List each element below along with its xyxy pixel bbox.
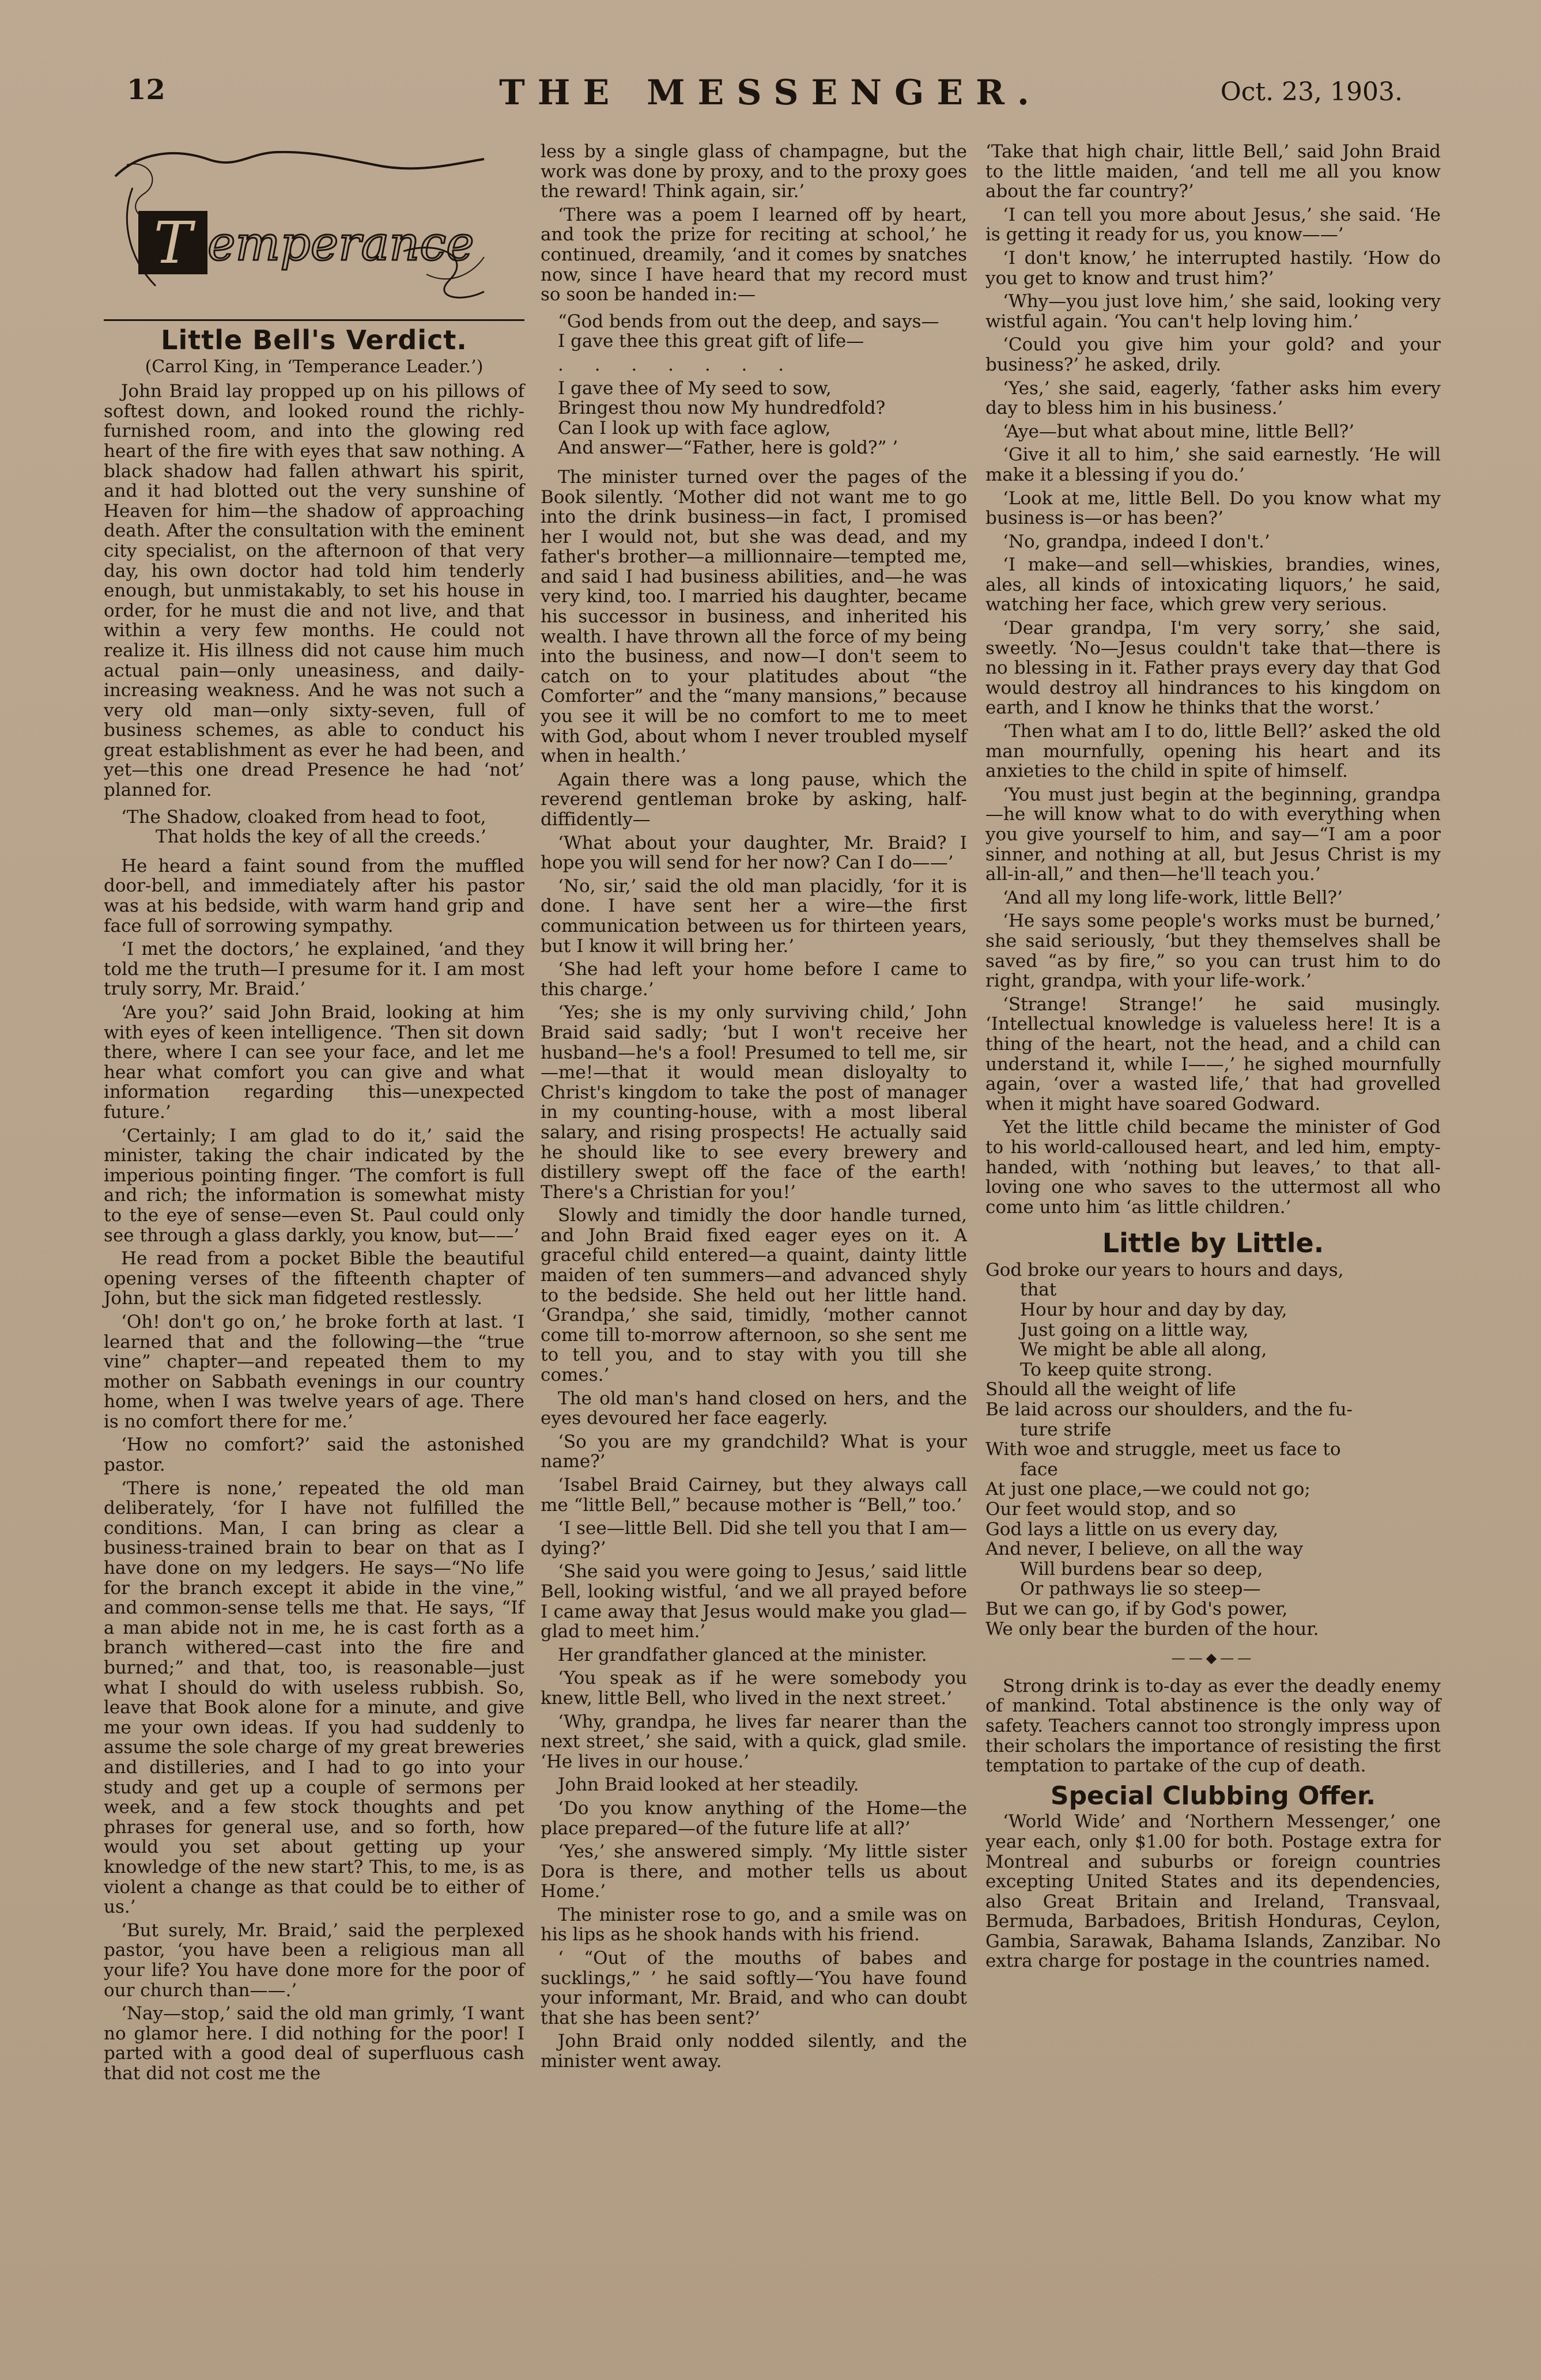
article-paragraph: ‘He says some people's works must be burned,’ she said seriously, ‘but they themselves shall be saved “as by fire,” so you can trust him to do right, grandpa, with your life-work.’ [985,911,1441,992]
poem-line: that [1020,1279,1057,1301]
quote-line: ‘The Shadow, cloaked from head to foot, [121,806,486,828]
article-paragraph: ‘Dear grandpa, I'm very sorry,’ she said, sweetly. ‘No—Jesus couldn't take that—there is no blessing in it. Father prays every day that God would destroy all hindrances to his kingdom on earth, and I know he thinks that the worst.’ [985,618,1441,719]
poem-line: But we can go, if by God's power, [985,1598,1288,1619]
article-paragraph: ‘Yes; she is my only surviving child,’ John Braid said sadly; ‘but I won't receive her husband—he's a fool! Presumed to tell me, sir—me!—that it would mean disloyalty to Christ's kingdom to take the post of manager in my counting-house, with a most liberal salary, and rising prospects! He actually said he should like to see every brewery and distillery swept off the face of the earth! There's a Christian for you!’ [541,1002,967,1203]
article-byline: (Carrol King, in ‘Temperance Leader.’) [145,356,484,377]
article-paragraph: He read from a pocket Bible the beautiful opening verses of the fifteenth chapter of John, but the sick man fidgeted restlessly. [104,1248,524,1309]
article-paragraph: ‘Strange! Strange!’ he said musingly. ‘Intellectual knowledge is valueless here! It is a thing of the heart, not the head, and a child can understand it, while I——,’ he sighed mournfully again, ‘over a wasted life,’ that had grovelled when it might have soared Godward. [985,993,1441,1115]
poem-line: I gave thee this great gift of life— [558,331,864,352]
article-paragraph: ‘Yes,’ she said, eagerly, ‘father asks him every day to bless him in his business.’ [985,377,1441,419]
poem-line: Will burdens bear so deep, [1020,1558,1263,1580]
section-rule [104,319,524,321]
poem-line: Or pathways lie so steep— [1020,1578,1261,1600]
temperance-ornament [104,142,524,315]
quote-line: That holds the key of all the creeds.’ [156,826,486,848]
poem-line: God broke our years to hours and days, [985,1259,1344,1280]
masthead: THE MESSENGER. [499,73,1042,113]
article-paragraph: The old man's hand closed on hers, and the eyes devoured her face eagerly. [541,1388,967,1429]
department-heading [104,142,524,315]
article-paragraph: ‘How no comfort?’ said the astonished pastor. [104,1434,524,1476]
poem-line: At just one place,—we could not go; [985,1479,1310,1500]
article-paragraph: ‘Certainly; I am glad to do it,’ said the minister, taking the chair indicated by the imperious pointing finger. ‘The comfort is full and rich; the information is somewhat misty to the eye of sense—even St. Paul could only see through a glass darkly, you know, but——’ [104,1125,524,1246]
article-paragraph: ‘Look at me, little Bell. Do you know what my business is—or has been?’ [985,488,1441,529]
col1-quote [121,807,524,847]
col1-body-b [104,856,524,2084]
article-title: Little Bell's Verdict. [161,324,467,356]
poem-line: Can I look up with face aglow, [558,417,831,439]
article-paragraph: He heard a faint sound from the muffled door-bell, and immediately after his pastor was at his bedside, with warm hand grip and face full of sorrowing sympathy. [104,855,524,936]
poem-ellipsis: . . . . . . . [558,354,797,375]
offer-text: ‘World Wide’ and ‘Northern Messenger,’ one year each, only $1.00 for both. Postage extra for Montreal and suburbs or foreign countries excepting United States and its dependencies, also Great Britain and Ireland, Transvaal, Bermuda, Barbadoes, British Honduras, Ceylon, Gambia, Sarawak, Bahama Islands, Zanzibar. No extra charge for postage in the countries named. [985,1811,1441,1972]
article-paragraph: ‘She had left your home before I came to this charge.’ [541,959,967,1000]
article-paragraph: John Braid lay propped up on his pillows of softest down, and looked round the richly-furnished room, and into the glowing red heart of the fire with eyes that saw nothing. A black shadow had fallen athwart his spirit, and it had blotted out the very sunshine of Heaven for him—the shadow of approaching death. After the consultation with the eminent city specialist, on the afternoon of that very day, his own doctor had told him tenderly enough, but unmistakably, to set his house in order, for he must die and not live, and that within a very few months. He could not realize it. His illness did not cause him much actual pain—only uneasiness, and daily-increasing weakness. And he was not such a very old man—only sixty-seven, full of business schemes, as able to conduct his great establishment as ever he had been, and yet—this one dread Presence he had ‘not’ planned for. [104,381,524,801]
article-paragraph: ‘Then what am I to do, little Bell?’ asked the old man mournfully, opening his heart and its anxieties to the child in spite of himself. [985,721,1441,782]
article-paragraph: ‘What about your daughter, Mr. Braid? I hope you will send for her now? Can I do——’ [541,832,967,874]
article-paragraph: ‘You speak as if he were somebody you knew, little Bell, who lived in the next street.’ [541,1668,967,1709]
temperance-notice: Strong drink is to-day as ever the deadly enemy of mankind. Total abstinence is the only way of safety. Teachers cannot too strongly impress upon their scholars the importance of resisting the first temptation to partake of the cup of death. [985,1675,1441,1777]
article-paragraph: ‘She said you were going to Jesus,’ said little Bell, looking wistful, ‘and we all prayed before I came away that Jesus would make you glad—glad to meet him.’ [541,1561,967,1642]
poem-title: Little by Little. [1102,1227,1324,1259]
article-paragraph: ‘And all my long life-work, little Bell?’ [1003,887,1343,908]
article-paragraph: Slowly and timidly the door handle turned, and John Braid fixed eager eyes on it. A graceful child entered—a quaint, dainty little maiden of ten summers—and advanced shyly to the bedside. She held out her little hand. ‘Grandpa,’ she said, timidly, ‘mother cannot come till to-morrow afternoon, so she sent me to tell you, and to stay with you till she comes.’ [541,1205,967,1386]
poem-line: Our feet would stop, and so [985,1499,1236,1520]
poem-line: We might be able all along, [1020,1339,1267,1361]
poem-line: Should all the weight of life [985,1379,1236,1400]
page-header [0,74,1541,120]
article-paragraph: ‘I don't know,’ he interrupted hastily. ‘How do you get to know and trust him?’ [985,247,1441,289]
issue-date: Oct. 23, 1903. [1220,77,1403,107]
article-paragraph: ‘There is none,’ repeated the old man deliberately, ‘for I have not fulfilled the conditions. Man, I can bring as clear a business-trained brain to bear on that as I have done on my ledgers. He says—“No life for the branch except it abide in the vine,” and common-sense tells me that. He says, “If a man abide not in me, he is cast forth as a branch withered—cast into the fire and burned;” and that, too, is reasonable—just what I should do with useless rubbish. So, leave that Book alone for a minute, and give me your own ideas. If you had suddenly to assume the sole charge of my great breweries and distilleries, and I had to go into your study and get up a couple of sermons per week, and a few stock thoughts and pet phrases for general use, and so forth, how would you set about getting up your knowledge of the new start? This, to me, is as violent a change as that could be to either of us.’ [104,1478,524,1918]
article-paragraph: Yet the little child became the minister of God to his world-calloused heart, and led him, empty-handed, with ‘nothing but leaves,’ to that all-loving one who saves to the uttermost all who come unto him ‘as little children.’ [985,1117,1441,1218]
article-paragraph: ‘I can tell you more about Jesus,’ she said. ‘He is getting it ready for us, you know——’ [985,204,1441,245]
article-paragraph: ‘You must just begin at the beginning, grandpa—he will know what to do with everything when you give yourself to him, and say—“I am a poor sinner, and nothing at all, but Jesus Christ is my all-in-all,” and then—he'll teach you.’ [985,784,1441,885]
article-paragraph: Her grandfather glanced at the minister. [558,1644,927,1665]
article-paragraph: ‘Could you give him your gold? and your business?’ he asked, drily. [985,334,1441,375]
article-paragraph: ‘Take that high chair, little Bell,’ said John Braid to the little maiden, ‘and tell me all you know about the far country?’ [985,141,1441,202]
article-paragraph: ‘I met the doctors,’ he explained, ‘and they told me the truth—I presume for it. I am most truly sorry, Mr. Braid.’ [104,939,524,1000]
poem-line: Just going on a little way, [1020,1319,1249,1340]
article-paragraph: ‘No, grandpa, indeed I don't.’ [1003,531,1270,552]
article-paragraph: ‘I see—little Bell. Did she tell you that I am—dying?’ [541,1518,967,1559]
poem-line: “God bends from out the deep, and says— [558,311,939,332]
article-paragraph: ‘No, sir,’ said the old man placidly, ‘for it is done. I have sent her a wire—the first communication between us for thirteen years, but I know it will bring her.’ [541,875,967,957]
column-2 [541,142,967,2075]
column-3 [985,142,1441,1975]
poem-line: With woe and struggle, meet us face to [985,1439,1341,1460]
poem-line: Bringest thou now My hundredfold? [558,398,886,419]
poem-line: I gave thee of My seed to sow, [558,377,832,399]
col1-body-a [104,381,524,800]
article-paragraph: ‘Give it all to him,’ she said earnestly. ‘He will make it a blessing if you do.’ [985,444,1441,485]
article-paragraph: The minister rose to go, and a smile was on his lips as he shook hands with his friend. [541,1904,967,1945]
article-paragraph: ‘Yes,’ she answered simply. ‘My little sister Dora is there, and mother tells us about Home.’ [541,1841,967,1902]
poem-line: God lays a little on us every day, [985,1518,1279,1540]
col2-poem [558,312,967,458]
poem-line: To keep quite strong. [1020,1359,1213,1380]
article-paragraph: ‘Nay—stop,’ said the old man grimly, ‘I want no glamor here. I did nothing for the poor! I parted with a good deal of superfluous cash that did not cost me the [104,2003,524,2084]
article-paragraph: less by a single glass of champagne, but the work was done by proxy, and to the proxy goes the reward! Think again, sir.’ [541,141,967,202]
article-paragraph: ‘There was a poem I learned off by heart, and took the prize for reciting at school,’ he continued, dreamily, ‘and it comes by snatches now, since I have heard that my record must so soon be handed in:— [541,204,967,305]
article-paragraph: ‘Why, grandpa, he lives far nearer than the next street,’ she said, with a quick, glad smile. ‘He lives in our house.’ [541,1711,967,1772]
poem-line: Hour by hour and day by day, [1020,1299,1287,1321]
article-paragraph: ‘Aye—but what about mine, little Bell?’ [1003,421,1355,442]
section-divider: ——◆—— [1171,1650,1255,1667]
article-paragraph: ‘Are you?’ said John Braid, looking at him with eyes of keen intelligence. ‘Then sit down there, where I can see your face, and let me hear what comfort you can give and what information regarding this—unexpected future.’ [104,1002,524,1123]
article-paragraph: ‘ “Out of the mouths of babes and sucklings,” ’ he said softly—‘You have found your informant, Mr. Braid, and who can doubt that she has been sent?’ [541,1948,967,2028]
poem-line: ture strife [1020,1419,1112,1440]
poem-line: face [1020,1459,1058,1480]
article-paragraph: The minister turned over the pages of the Book silently. ‘Mother did not want me to go into the drink business—in fact, I promised her I would not, but she was dead, and my father's brother—a millionnaire—tempted me, and said I had business abilities, and—he was very kind, too. I married his daughter, became his successor in business, and inherited his wealth. I have thrown all the force of my being into the business, and now—I don't seem to catch on to your platitudes about “the Comforter” and the “many mansions,” because you see it will be no comfort to me to meet with God, about whom I never troubled myself when in health.’ [541,466,967,767]
poem-line: We only bear the burden of the hour. [985,1618,1319,1639]
page-number: 12 [127,74,165,106]
poem-line: And never, I believe, on all the way [985,1539,1304,1560]
column-1 [104,142,524,2087]
poem-line: And answer—“Father, here is gold?” ’ [558,437,898,459]
article-paragraph: ‘Why—you just love him,’ she said, looking very wistful again. ‘You can't help loving him.’ [985,291,1441,332]
article-paragraph: ‘Isabel Braid Cairney, but they always call me “little Bell,” because mother is “Bell,” too.’ [541,1475,967,1516]
article-paragraph: ‘But surely, Mr. Braid,’ said the perplexed pastor, ‘you have been a religious man all your life? You have done more for the poor of our church than——.’ [104,1920,524,2001]
offer-title: Special Clubbing Offer. [1050,1781,1376,1811]
poem-body [985,1260,1441,1639]
dept-title-rest: emperance [207,217,474,271]
article-paragraph: John Braid only nodded silently, and the minister went away. [541,2031,967,2072]
dept-initial: T [153,209,192,277]
article-paragraph: ‘Do you know anything of the Home—the place prepared—of the future life at all?’ [541,1797,967,1839]
article-paragraph: ‘I make—and sell—whiskies, brandies, wines, ales, all kinds of intoxicating liquors,’ he said, watching her face, which grew very serious. [985,554,1441,615]
article-paragraph: Again there was a long pause, which the reverend gentleman broke by asking, half-diffidently— [541,769,967,830]
article-paragraph: ‘So you are my grandchild? What is your name?’ [541,1431,967,1472]
article-paragraph: ‘Oh! don't go on,’ he broke forth at last. ‘I learned that and the following—the “true vine” chapter—and repeated them to my mother on Sabbath evenings in our country home, when I was twelve years of age. There is no comfort there for me.’ [104,1311,524,1432]
poem-line: Be laid across our shoulders, and the fu- [985,1399,1353,1421]
article-paragraph: John Braid looked at her steadily. [558,1774,859,1796]
